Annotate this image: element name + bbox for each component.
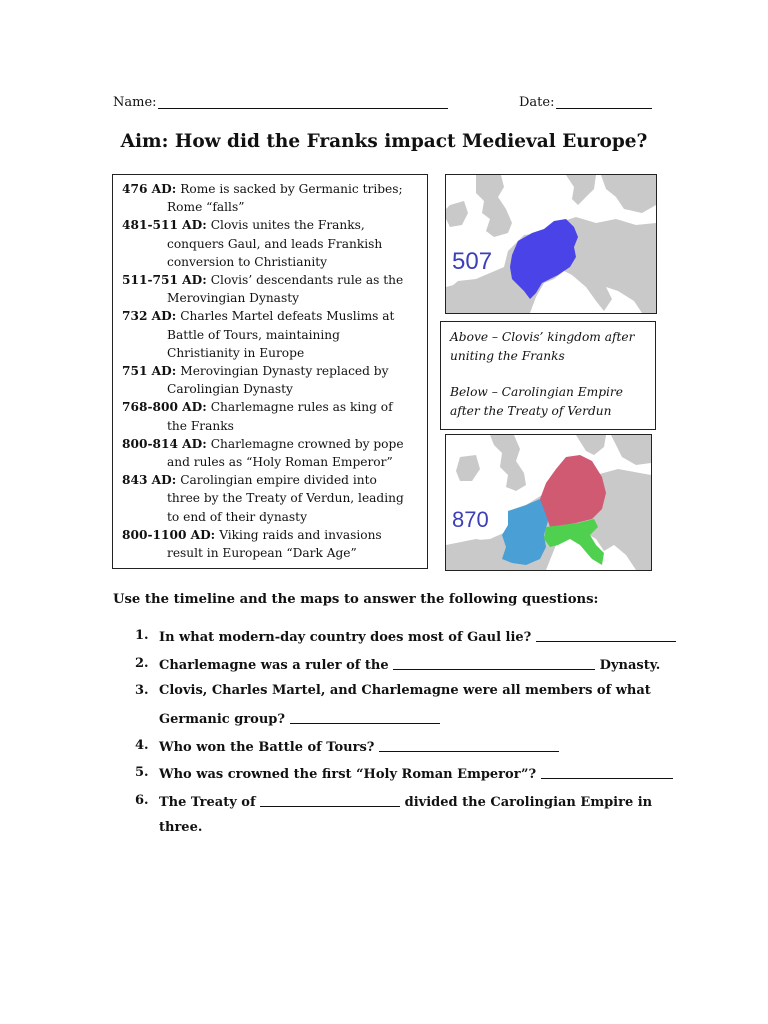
question-text: Who was crowned the first “Holy Roman Emperor”? (159, 767, 537, 782)
timeline-entry-continued (122, 453, 421, 471)
timeline-text: conquers Gaul, and leads Frankish (167, 236, 383, 251)
map-caption (440, 321, 656, 430)
timeline-year: 751 AD: (122, 364, 177, 379)
timeline-entry-continued (122, 508, 421, 526)
caption-below-line1: Below – Carolingian Empire (450, 385, 623, 399)
timeline-text: Rome “falls” (167, 200, 245, 215)
question-text: In what modern-day country does most of Gaul lie? (159, 630, 532, 645)
question-text: Clovis, Charles Martel, and Charlemagne were all members of what (159, 683, 651, 698)
timeline-text: three by the Treaty of Verdun, leading (167, 491, 404, 506)
question-number: 4. (135, 738, 149, 753)
caption-below-line2: after the Treaty of Verdun (450, 403, 612, 418)
timeline-text: Clovis’ descendants rule as the (210, 273, 404, 288)
timeline-year: 732 AD: (122, 309, 177, 324)
question-text: The Treaty of (159, 795, 256, 810)
timeline-entry (122, 362, 421, 380)
question-number: 5. (135, 765, 149, 780)
answer-blank-6[interactable] (260, 793, 400, 807)
instructions: Use the timeline and the maps to answer the following questions: (113, 592, 599, 607)
timeline-year: 843 AD: (122, 473, 177, 488)
question-text-post: Dynasty. (599, 658, 661, 673)
timeline-text: to end of their dynasty (167, 509, 307, 524)
page-title: Aim: How did the Franks impact Medieval Europe? (120, 131, 648, 152)
name-field[interactable] (158, 94, 448, 109)
map-870 (445, 434, 652, 571)
answer-blank-2[interactable] (393, 656, 595, 670)
timeline-entry-continued (122, 289, 421, 307)
timeline-text: Charlemagne crowned by pope (210, 436, 404, 451)
timeline-box (112, 174, 428, 569)
timeline-entry (122, 180, 421, 198)
caption-above-line1: Above – Clovis’ kingdom after (450, 330, 635, 344)
timeline-year: 800-814 AD: (122, 436, 207, 451)
timeline-year: 768-800 AD: (122, 400, 207, 415)
caption-above-line2: uniting the Franks (450, 348, 565, 363)
timeline-text: Merovingian Dynasty replaced by (180, 364, 389, 379)
timeline-text: Battle of Tours, maintaining (167, 327, 340, 342)
answer-blank-3[interactable] (290, 710, 440, 724)
answer-blank-1[interactable] (536, 628, 676, 642)
timeline-text: Carolingian empire divided into (180, 473, 377, 488)
timeline-text: Clovis unites the Franks, (210, 218, 365, 233)
question-number: 2. (135, 656, 149, 671)
timeline-text: conversion to Christianity (167, 254, 328, 269)
question-number: 6. (135, 793, 149, 808)
timeline-text: Christianity in Europe (167, 345, 305, 360)
timeline-entry-continued (122, 344, 421, 362)
date-label: Date: (519, 95, 555, 110)
timeline-text: the Franks (167, 418, 234, 433)
timeline-entry-continued (122, 198, 421, 216)
map-507-label: 507 (452, 248, 493, 275)
timeline-entry-continued (122, 489, 421, 507)
map-870-label: 870 (452, 507, 489, 532)
timeline-year: 476 AD: (122, 182, 177, 196)
timeline-entry (122, 398, 421, 416)
timeline-year: 511-751 AD: (122, 273, 207, 288)
timeline-entry (122, 216, 421, 234)
timeline-entry (122, 307, 421, 325)
question-text: Charlemagne was a ruler of the (159, 658, 389, 673)
answer-blank-5[interactable] (541, 765, 673, 779)
timeline-text: Carolingian Dynasty (167, 382, 293, 397)
timeline-entry (122, 435, 421, 453)
timeline-text: and rules as “Holy Roman Emperor” (167, 455, 393, 470)
timeline-entry-continued (122, 380, 421, 398)
timeline-year: 481-511 AD: (122, 218, 207, 233)
timeline-text: Charlemagne rules as king of (210, 400, 393, 415)
name-label: Name: (113, 95, 157, 110)
timeline-text: Rome is sacked by Germanic tribes; (180, 182, 403, 196)
question-text: Germanic group? (159, 712, 286, 727)
timeline-year: 800-1100 AD: (122, 527, 216, 542)
question-text-post: divided the Carolingian Empire in (404, 795, 653, 810)
timeline-entry-continued (122, 417, 421, 435)
question-number: 1. (135, 628, 149, 643)
timeline-entry-continued (122, 544, 421, 562)
timeline-text: Charles Martel defeats Muslims at (180, 309, 395, 324)
timeline-text: Viking raids and invasions (219, 527, 382, 542)
timeline-text: result in European “Dark Age” (167, 546, 357, 561)
timeline-entry (122, 271, 421, 289)
map-507 (445, 174, 657, 314)
question-text: Who won the Battle of Tours? (159, 740, 375, 755)
timeline-entry-continued (122, 235, 421, 253)
answer-blank-4[interactable] (379, 738, 559, 752)
date-field[interactable] (556, 94, 652, 109)
question-number: 3. (135, 683, 149, 698)
timeline-entry (122, 471, 421, 489)
timeline-entry (122, 526, 421, 544)
timeline-text: Merovingian Dynasty (167, 291, 299, 306)
timeline-entry-continued (122, 326, 421, 344)
question-text: three. (159, 820, 203, 835)
timeline-entry-continued (122, 253, 421, 271)
